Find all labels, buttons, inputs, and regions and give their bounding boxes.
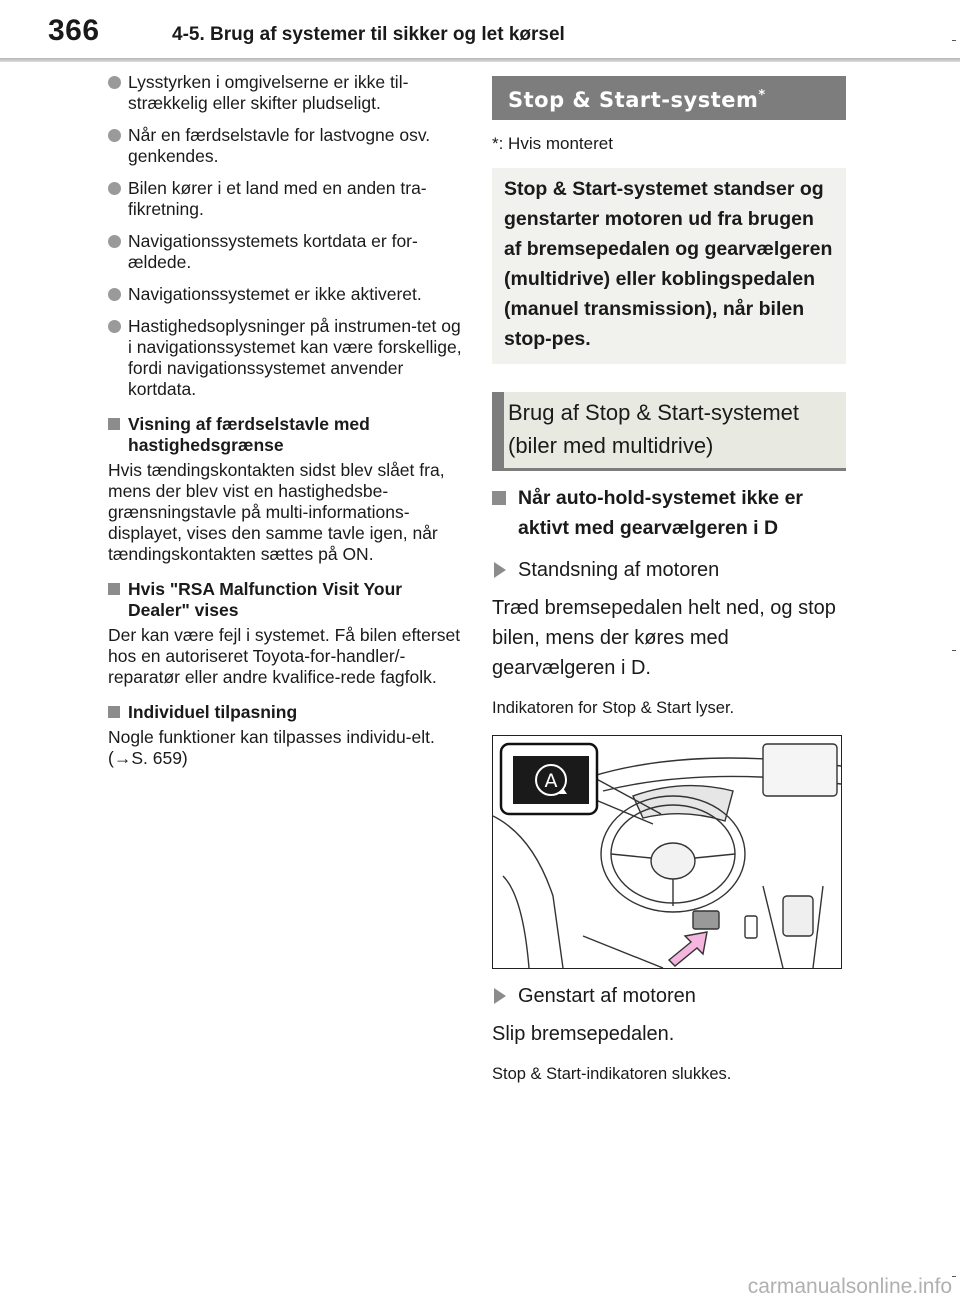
indicator-label: A (544, 770, 558, 792)
list-item: Bilen kører i et land med en anden tra-fikretning. (108, 178, 464, 220)
square-bullet-icon (108, 583, 120, 595)
bullet-icon (108, 76, 121, 89)
bullet-icon (108, 129, 121, 142)
section-text: Nogle funktioner kan tilpasses individu-elt. (→S. 659) (108, 727, 435, 768)
bullet-icon (108, 288, 121, 301)
bullet-icon (108, 235, 121, 248)
margin-tick (952, 650, 956, 651)
square-bullet-icon (108, 418, 120, 430)
section-text: Der kan være fejl i systemet. Få bilen efterset hos en autoriseret Toyota-for-handler/-reparatør eller andre kvalifice-rede fagfolk. (108, 625, 461, 687)
triangle-bullet-icon (494, 988, 506, 1004)
pedal-pointer-arrow-icon (669, 932, 707, 966)
section-text: Hvis tændingskontakten sidst blev slået fra, mens der blev vist en hastighedsbe-grænsningstavle på multi-informations-displayet, vises den samme tavle igen, når tændingskontakten sættes på ON. (108, 460, 445, 564)
watermark: carmanualsonline.info (747, 1275, 952, 1298)
section-title: Visning af færdselstavle med hastighedsgrænse (108, 414, 464, 456)
section-header: 4-5. Brug af systemer til sikker og let kørsel (172, 24, 565, 45)
step-note: Stop & Start-indikatoren slukkes. (492, 1065, 732, 1083)
square-bullet-icon (492, 491, 506, 505)
bullet-icon (108, 320, 121, 333)
step-note: Indikatoren for Stop & Start lyser. (492, 699, 735, 717)
margin-tick (952, 1276, 956, 1277)
dashboard-illustration (492, 735, 842, 969)
list-item: Navigationssystemet er ikke aktiveret. (108, 284, 464, 305)
right-column (492, 76, 846, 1085)
summary-box: Stop & Start-systemet standser og genstarter motoren ud fra brugen af bremsepedalen og gearvælgeren (multidrive) eller koblingspedalen (manuel transmission), når bilen stop-pes. (492, 168, 846, 364)
section-title: Individuel tilpasning (108, 702, 464, 723)
header-rule (0, 58, 960, 62)
triangle-bullet-icon (494, 562, 506, 578)
left-column (108, 72, 464, 775)
page-title: Stop & Start-system* (492, 76, 846, 120)
page-number: 366 (48, 14, 100, 47)
step-title: Genstart af motoren (492, 983, 846, 1009)
step-text: Slip bremsepedalen. (492, 1023, 675, 1045)
dashboard-drawing (493, 736, 841, 968)
margin-tick (952, 40, 956, 41)
list-item: Navigationssystemets kortdata er for-ældede. (108, 231, 464, 273)
step-title: Standsning af motoren (492, 557, 846, 583)
subheading: Når auto-hold-systemet ikke er aktivt med gearvælgeren i D (492, 483, 846, 543)
list-item: Lysstyrken i omgivelserne er ikke til-strækkelig eller skifter pludseligt. (108, 72, 464, 114)
step-text: Træd bremsepedalen helt ned, og stop bilen, mens der køres med gearvælgeren i D. (492, 597, 836, 679)
footnote: *: Hvis monteret (492, 134, 613, 153)
bullet-icon (108, 182, 121, 195)
list-item: Når en færdselstavle for lastvogne osv. genkendes. (108, 125, 464, 167)
section-title: Hvis "RSA Malfunction Visit Your Dealer" vises (108, 579, 464, 621)
list-item: Hastighedsoplysninger på instrumen-tet og i navigationssystemet kan være forskellige, fordi navigationssystemet anvender kortdata. (108, 316, 464, 400)
square-bullet-icon (108, 706, 120, 718)
section-heading: Brug af Stop & Start-systemet (biler med multidrive) (492, 392, 846, 471)
